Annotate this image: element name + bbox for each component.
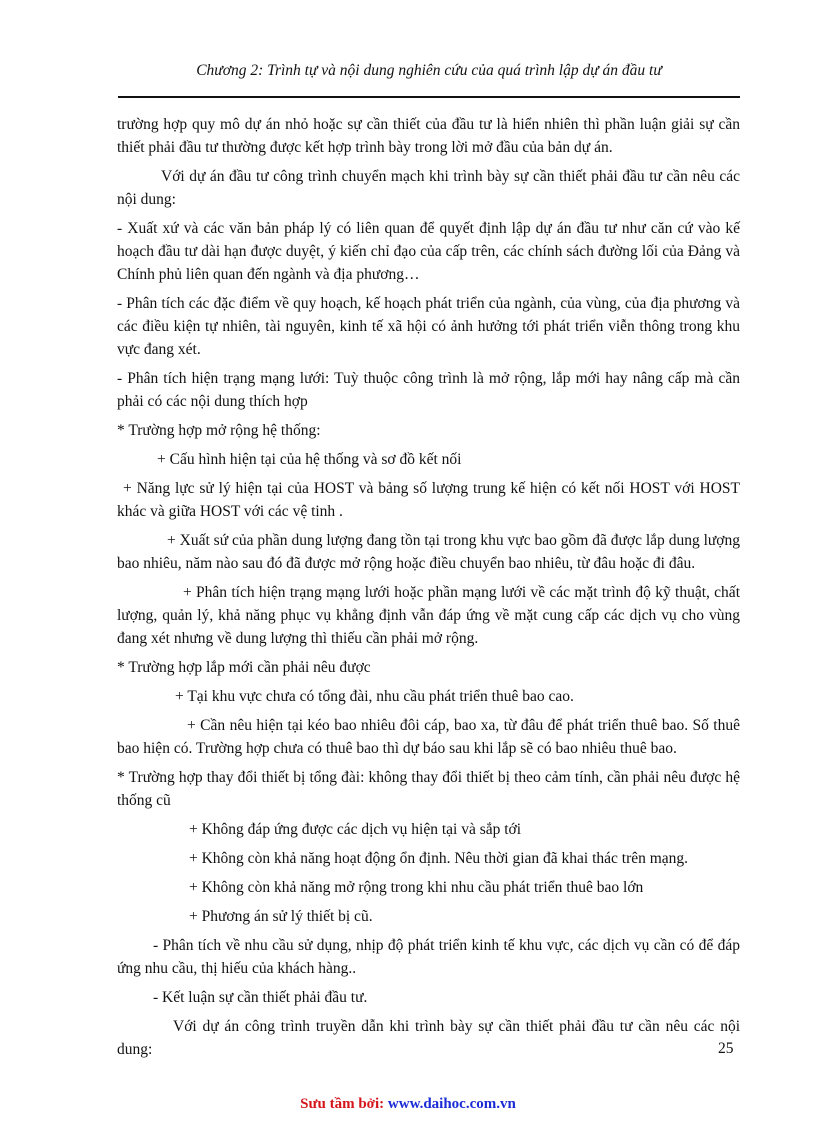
list-item: + Phân tích hiện trạng mạng lưới hoặc phần mạng lưới về các mặt trình độ kỹ thuật, chất lượng, quản lý, khả năng phục vụ khẳng định vẫn đáp ứng về mặt cung cấp các dịch vụ cho vùng đang xét nhưng về dung lượng thì thiếu cần phải mở rộng. xyxy=(117,584,740,647)
list-item: + Cấu hình hiện tại của hệ thống và sơ đồ kết nối xyxy=(157,451,462,468)
section-heading: * Trường hợp lắp mới cần phải nêu được xyxy=(117,659,371,676)
footer xyxy=(0,1096,816,1113)
footer-link[interactable]: www.daihoc.com.vn xyxy=(387,1096,516,1112)
section-heading: * Trường hợp mở rộng hệ thống: xyxy=(117,422,321,439)
list-item: + Cần nêu hiện tại kéo bao nhiêu đôi cáp, bao xa, từ đâu để phát triển thuê bao. Số thuê bao hiện có. Trường hợp chưa có thuê bao thì dự báo sau khi lắp sẽ có bao nhiêu thuê bao. xyxy=(117,717,740,757)
paragraph: - Xuất xứ và các văn bản pháp lý có liên quan để quyết định lập dự án đầu tư như căn cứ vào kế hoạch đầu tư dài hạn được duyệt, ý kiến chỉ đạo của cấp trên, các chính sách đường lối của Đảng và Chính phủ liên quan đến ngành và địa phương… xyxy=(117,220,740,283)
list-item: + Năng lực sử lý hiện tại của HOST và bảng số lượng trung kế hiện có kết nối HOST với HOST khác và giữa HOST với các vệ tinh . xyxy=(117,480,740,520)
paragraph: - Phân tích các đặc điểm về quy hoạch, kế hoạch phát triển của ngành, của vùng, của địa phương và các điều kiện tự nhiên, tài nguyên, kinh tế xã hội có ảnh hưởng tới phát triển viễn thông trong khu vực đang xét. xyxy=(117,295,740,358)
footer-label: Sưu tầm bởi: xyxy=(300,1096,388,1112)
paragraph: Với dự án công trình truyền dẫn khi trình bày sự cần thiết phải đầu tư cần nêu các nội dung: xyxy=(117,1018,740,1058)
list-item: + Không còn khả năng mở rộng trong khi nhu cầu phát triển thuê bao lớn xyxy=(189,879,644,896)
list-item: + Không còn khả năng hoạt động ổn định. Nêu thời gian đã khai thác trên mạng. xyxy=(189,850,689,867)
paragraph: Với dự án đầu tư công trình chuyển mạch khi trình bày sự cần thiết phải đầu tư cần nêu các nội dung: xyxy=(117,168,740,208)
list-item: + Không đáp ứng được các dịch vụ hiện tại và sắp tới xyxy=(189,821,522,838)
list-item: + Phương án sử lý thiết bị cũ. xyxy=(189,908,373,925)
page-number: 25 xyxy=(718,1040,734,1057)
header-rule xyxy=(118,96,740,98)
paragraph: - Phân tích hiện trạng mạng lưới: Tuỳ thuộc công trình là mở rộng, lắp mới hay nâng cấp mà cần phải có các nội dung thích hợp xyxy=(117,370,740,410)
section-heading: * Trường hợp thay đổi thiết bị tổng đài: không thay đổi thiết bị theo cảm tính, cần phải nêu được hệ thống cũ xyxy=(117,769,740,809)
paragraph: - Phân tích về nhu cầu sử dụng, nhịp độ phát triển kinh tế khu vực, các dịch vụ cần có để đáp ứng nhu cầu, thị hiếu của khách hàng.. xyxy=(117,937,740,977)
paragraph: - Kết luận sự cần thiết phải đầu tư. xyxy=(153,989,368,1006)
running-header: Chương 2: Trình tự và nội dung nghiên cứu của quá trình lập dự án đầu tư xyxy=(196,62,662,79)
list-item: + Tại khu vực chưa có tổng đài, nhu cầu phát triển thuê bao cao. xyxy=(175,688,574,705)
paragraph: trường hợp quy mô dự án nhỏ hoặc sự cần thiết của đầu tư là hiển nhiên thì phần luận giải sự cần thiết phải đầu tư thường được kết hợp trình bày trong lời mở đầu của bản dự án. xyxy=(117,116,740,156)
page-body xyxy=(117,113,740,1067)
list-item: + Xuất sứ của phần dung lượng đang tồn tại trong khu vực bao gồm đã được lắp dung lượng bao nhiêu, năm nào sau đó đã được mở rộng hoặc điều chuyển bao nhiêu, từ đâu hoặc đi đâu. xyxy=(117,532,740,572)
